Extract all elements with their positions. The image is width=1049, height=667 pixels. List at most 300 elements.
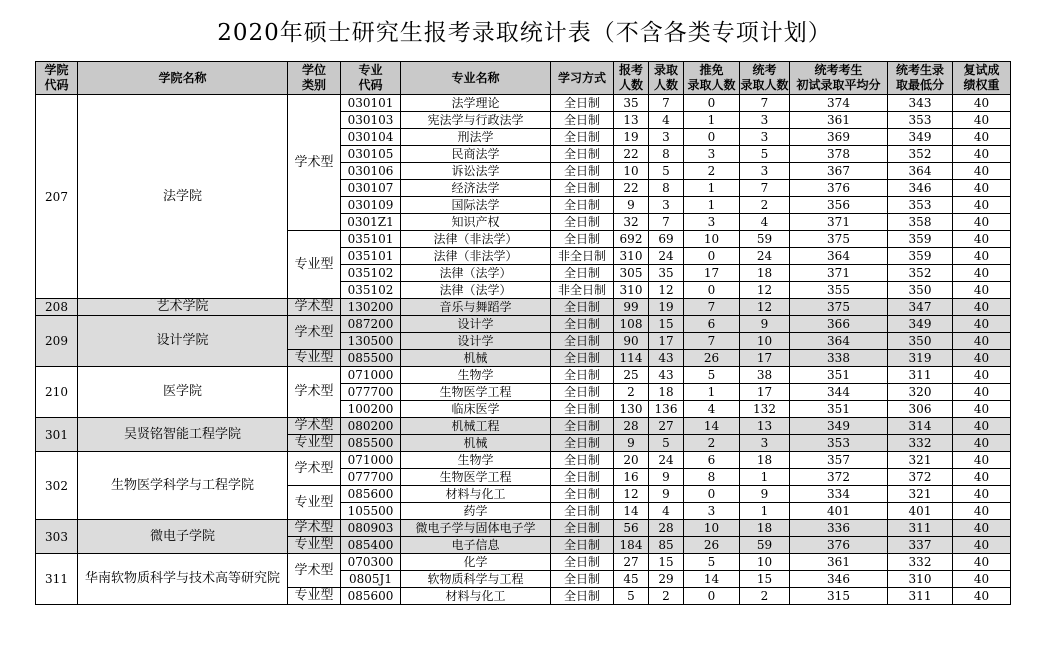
header-major-code: 专业 代码 — [341, 62, 401, 95]
admission-stats-table — [35, 61, 1011, 605]
study-mode-cell: 全日制 — [551, 316, 614, 333]
exempt-admitted-cell: 0 — [684, 282, 740, 299]
major-name-cell: 知识产权 — [401, 214, 551, 231]
exam-admitted-cell: 3 — [740, 163, 790, 180]
major-code-cell: 087200 — [341, 316, 401, 333]
avg-initial-score-cell: 334 — [790, 486, 888, 503]
major-name-cell: 诉讼法学 — [401, 163, 551, 180]
exam-admitted-cell: 2 — [740, 197, 790, 214]
retest-weight-cell: 40 — [953, 316, 1011, 333]
table-row — [36, 520, 1011, 537]
header-min-score: 统考生录 取最低分 — [888, 62, 953, 95]
applicants-cell: 16 — [614, 469, 649, 486]
avg-initial-score-cell: 351 — [790, 367, 888, 384]
major-name-cell: 电子信息 — [401, 537, 551, 554]
exempt-admitted-cell: 14 — [684, 418, 740, 435]
retest-weight-cell: 40 — [953, 231, 1011, 248]
admitted-cell: 3 — [649, 197, 684, 214]
exam-admitted-cell: 3 — [740, 129, 790, 146]
min-score-cell: 372 — [888, 469, 953, 486]
major-code-cell: 030109 — [341, 197, 401, 214]
exempt-admitted-cell: 2 — [684, 163, 740, 180]
exam-admitted-cell: 38 — [740, 367, 790, 384]
applicants-cell: 310 — [614, 248, 649, 265]
major-code-cell: 085400 — [341, 537, 401, 554]
exam-admitted-cell: 24 — [740, 248, 790, 265]
header-applicants: 报考 人数 — [614, 62, 649, 95]
avg-initial-score-cell: 378 — [790, 146, 888, 163]
study-mode-cell: 全日制 — [551, 112, 614, 129]
min-score-cell: 358 — [888, 214, 953, 231]
exempt-admitted-cell: 8 — [684, 469, 740, 486]
applicants-cell: 2 — [614, 384, 649, 401]
degree-type-cell: 学术型 — [288, 452, 341, 486]
college-code-cell: 210 — [36, 367, 78, 418]
applicants-cell: 19 — [614, 129, 649, 146]
study-mode-cell: 全日制 — [551, 180, 614, 197]
exempt-admitted-cell: 17 — [684, 265, 740, 282]
exempt-admitted-cell: 10 — [684, 231, 740, 248]
exempt-admitted-cell: 0 — [684, 129, 740, 146]
major-code-cell: 030107 — [341, 180, 401, 197]
major-code-cell: 030101 — [341, 95, 401, 112]
major-code-cell: 100200 — [341, 401, 401, 418]
applicants-cell: 22 — [614, 180, 649, 197]
exam-admitted-cell: 13 — [740, 418, 790, 435]
major-name-cell: 机械 — [401, 350, 551, 367]
admitted-cell: 24 — [649, 248, 684, 265]
major-name-cell: 法律（非法学） — [401, 248, 551, 265]
major-name-cell: 法律（非法学） — [401, 231, 551, 248]
major-code-cell: 030106 — [341, 163, 401, 180]
applicants-cell: 184 — [614, 537, 649, 554]
study-mode-cell: 全日制 — [551, 129, 614, 146]
major-name-cell: 经济法学 — [401, 180, 551, 197]
degree-type-cell: 专业型 — [288, 486, 341, 520]
major-code-cell: 085600 — [341, 588, 401, 605]
major-name-cell: 生物学 — [401, 367, 551, 384]
applicants-cell: 305 — [614, 265, 649, 282]
min-score-cell: 349 — [888, 316, 953, 333]
admitted-cell: 15 — [649, 316, 684, 333]
retest-weight-cell: 40 — [953, 333, 1011, 350]
degree-type-cell: 专业型 — [288, 435, 341, 452]
admitted-cell: 5 — [649, 435, 684, 452]
major-name-cell: 材料与化工 — [401, 588, 551, 605]
min-score-cell: 343 — [888, 95, 953, 112]
avg-initial-score-cell: 375 — [790, 231, 888, 248]
retest-weight-cell: 40 — [953, 520, 1011, 537]
admitted-cell: 9 — [649, 469, 684, 486]
avg-initial-score-cell: 346 — [790, 571, 888, 588]
avg-initial-score-cell: 371 — [790, 265, 888, 282]
avg-initial-score-cell: 344 — [790, 384, 888, 401]
study-mode-cell: 全日制 — [551, 571, 614, 588]
major-code-cell: 085500 — [341, 350, 401, 367]
avg-initial-score-cell: 372 — [790, 469, 888, 486]
degree-type-cell: 专业型 — [288, 350, 341, 367]
avg-initial-score-cell: 336 — [790, 520, 888, 537]
avg-initial-score-cell: 376 — [790, 180, 888, 197]
retest-weight-cell: 40 — [953, 588, 1011, 605]
applicants-cell: 12 — [614, 486, 649, 503]
avg-initial-score-cell: 353 — [790, 435, 888, 452]
college-code-cell: 207 — [36, 95, 78, 299]
major-name-cell: 音乐与舞蹈学 — [401, 299, 551, 316]
exam-admitted-cell: 18 — [740, 452, 790, 469]
exam-admitted-cell: 5 — [740, 146, 790, 163]
avg-initial-score-cell: 401 — [790, 503, 888, 520]
admitted-cell: 24 — [649, 452, 684, 469]
college-code-cell: 302 — [36, 452, 78, 520]
avg-initial-score-cell: 371 — [790, 214, 888, 231]
avg-initial-score-cell: 366 — [790, 316, 888, 333]
exempt-admitted-cell: 0 — [684, 588, 740, 605]
avg-initial-score-cell: 364 — [790, 333, 888, 350]
degree-type-cell: 学术型 — [288, 554, 341, 588]
admitted-cell: 7 — [649, 214, 684, 231]
major-code-cell: 071000 — [341, 452, 401, 469]
min-score-cell: 306 — [888, 401, 953, 418]
admitted-cell: 28 — [649, 520, 684, 537]
college-name-cell: 设计学院 — [78, 316, 288, 367]
major-name-cell: 宪法学与行政法学 — [401, 112, 551, 129]
retest-weight-cell: 40 — [953, 214, 1011, 231]
min-score-cell: 401 — [888, 503, 953, 520]
study-mode-cell: 全日制 — [551, 197, 614, 214]
applicants-cell: 692 — [614, 231, 649, 248]
min-score-cell: 347 — [888, 299, 953, 316]
header-college-name: 学院名称 — [78, 62, 288, 95]
admitted-cell: 8 — [649, 146, 684, 163]
retest-weight-cell: 40 — [953, 571, 1011, 588]
applicants-cell: 32 — [614, 214, 649, 231]
min-score-cell: 314 — [888, 418, 953, 435]
applicants-cell: 14 — [614, 503, 649, 520]
degree-type-cell: 学术型 — [288, 367, 341, 418]
min-score-cell: 310 — [888, 571, 953, 588]
header-study-mode: 学习方式 — [551, 62, 614, 95]
degree-type-cell: 专业型 — [288, 537, 341, 554]
avg-initial-score-cell: 369 — [790, 129, 888, 146]
admitted-cell: 136 — [649, 401, 684, 418]
header-college-code: 学院 代码 — [36, 62, 78, 95]
exempt-admitted-cell: 3 — [684, 503, 740, 520]
applicants-cell: 28 — [614, 418, 649, 435]
exempt-admitted-cell: 5 — [684, 554, 740, 571]
study-mode-cell: 全日制 — [551, 367, 614, 384]
major-code-cell: 035101 — [341, 248, 401, 265]
exempt-admitted-cell: 2 — [684, 435, 740, 452]
study-mode-cell: 全日制 — [551, 299, 614, 316]
retest-weight-cell: 40 — [953, 486, 1011, 503]
retest-weight-cell: 40 — [953, 503, 1011, 520]
exempt-admitted-cell: 5 — [684, 367, 740, 384]
exempt-admitted-cell: 0 — [684, 248, 740, 265]
min-score-cell: 311 — [888, 588, 953, 605]
major-code-cell: 130500 — [341, 333, 401, 350]
major-name-cell: 生物学 — [401, 452, 551, 469]
exempt-admitted-cell: 7 — [684, 333, 740, 350]
major-name-cell: 软物质科学与工程 — [401, 571, 551, 588]
exam-admitted-cell: 132 — [740, 401, 790, 418]
retest-weight-cell: 40 — [953, 248, 1011, 265]
study-mode-cell: 非全日制 — [551, 248, 614, 265]
admitted-cell: 43 — [649, 350, 684, 367]
major-name-cell: 法律（法学） — [401, 282, 551, 299]
applicants-cell: 9 — [614, 197, 649, 214]
table-row — [36, 452, 1011, 469]
table-row — [36, 316, 1011, 333]
major-name-cell: 微电子学与固体电子学 — [401, 520, 551, 537]
admitted-cell: 29 — [649, 571, 684, 588]
study-mode-cell: 全日制 — [551, 452, 614, 469]
retest-weight-cell: 40 — [953, 129, 1011, 146]
admitted-cell: 2 — [649, 588, 684, 605]
avg-initial-score-cell: 361 — [790, 112, 888, 129]
retest-weight-cell: 40 — [953, 112, 1011, 129]
table-row — [36, 299, 1011, 316]
applicants-cell: 20 — [614, 452, 649, 469]
avg-initial-score-cell: 356 — [790, 197, 888, 214]
exam-admitted-cell: 9 — [740, 486, 790, 503]
major-code-cell: 030105 — [341, 146, 401, 163]
applicants-cell: 27 — [614, 554, 649, 571]
header-retest-weight: 复试成 绩权重 — [953, 62, 1011, 95]
applicants-cell: 10 — [614, 163, 649, 180]
study-mode-cell: 全日制 — [551, 486, 614, 503]
exempt-admitted-cell: 0 — [684, 95, 740, 112]
exempt-admitted-cell: 4 — [684, 401, 740, 418]
table-row — [36, 367, 1011, 384]
table-row — [36, 95, 1011, 112]
min-score-cell: 349 — [888, 129, 953, 146]
exempt-admitted-cell: 10 — [684, 520, 740, 537]
admitted-cell: 69 — [649, 231, 684, 248]
major-name-cell: 刑法学 — [401, 129, 551, 146]
major-name-cell: 设计学 — [401, 333, 551, 350]
exam-admitted-cell: 18 — [740, 520, 790, 537]
header-row — [36, 62, 1011, 95]
retest-weight-cell: 40 — [953, 180, 1011, 197]
min-score-cell: 352 — [888, 146, 953, 163]
avg-initial-score-cell: 338 — [790, 350, 888, 367]
admitted-cell: 4 — [649, 503, 684, 520]
exam-admitted-cell: 2 — [740, 588, 790, 605]
college-name-cell: 医学院 — [78, 367, 288, 418]
avg-initial-score-cell: 357 — [790, 452, 888, 469]
min-score-cell: 350 — [888, 333, 953, 350]
header-avg-initial-score: 统考考生 初试录取平均分 — [790, 62, 888, 95]
page-title: 2020年硕士研究生报考录取统计表（不含各类专项计划） — [217, 20, 832, 46]
major-code-cell: 0805J1 — [341, 571, 401, 588]
college-name-cell: 生物医学科学与工程学院 — [78, 452, 288, 520]
major-name-cell: 机械 — [401, 435, 551, 452]
major-code-cell: 077700 — [341, 469, 401, 486]
exam-admitted-cell: 17 — [740, 384, 790, 401]
min-score-cell: 311 — [888, 520, 953, 537]
min-score-cell: 320 — [888, 384, 953, 401]
major-name-cell: 材料与化工 — [401, 486, 551, 503]
major-code-cell: 077700 — [341, 384, 401, 401]
header-exam-admitted: 统考 录取人数 — [740, 62, 790, 95]
major-name-cell: 法学理论 — [401, 95, 551, 112]
avg-initial-score-cell: 361 — [790, 554, 888, 571]
min-score-cell: 321 — [888, 486, 953, 503]
study-mode-cell: 全日制 — [551, 418, 614, 435]
major-code-cell: 080903 — [341, 520, 401, 537]
min-score-cell: 332 — [888, 435, 953, 452]
retest-weight-cell: 40 — [953, 537, 1011, 554]
major-name-cell: 机械工程 — [401, 418, 551, 435]
min-score-cell: 319 — [888, 350, 953, 367]
retest-weight-cell: 40 — [953, 299, 1011, 316]
study-mode-cell: 全日制 — [551, 537, 614, 554]
retest-weight-cell: 40 — [953, 435, 1011, 452]
study-mode-cell: 全日制 — [551, 401, 614, 418]
exam-admitted-cell: 12 — [740, 282, 790, 299]
major-code-cell: 030103 — [341, 112, 401, 129]
retest-weight-cell: 40 — [953, 350, 1011, 367]
exam-admitted-cell: 10 — [740, 333, 790, 350]
applicants-cell: 90 — [614, 333, 649, 350]
retest-weight-cell: 40 — [953, 384, 1011, 401]
applicants-cell: 13 — [614, 112, 649, 129]
avg-initial-score-cell: 375 — [790, 299, 888, 316]
study-mode-cell: 全日制 — [551, 350, 614, 367]
major-code-cell: 0301Z1 — [341, 214, 401, 231]
retest-weight-cell: 40 — [953, 554, 1011, 571]
retest-weight-cell: 40 — [953, 197, 1011, 214]
major-name-cell: 化学 — [401, 554, 551, 571]
retest-weight-cell: 40 — [953, 95, 1011, 112]
degree-type-cell: 专业型 — [288, 588, 341, 605]
study-mode-cell: 全日制 — [551, 503, 614, 520]
admitted-cell: 19 — [649, 299, 684, 316]
admitted-cell: 43 — [649, 367, 684, 384]
exam-admitted-cell: 7 — [740, 180, 790, 197]
retest-weight-cell: 40 — [953, 367, 1011, 384]
retest-weight-cell: 40 — [953, 418, 1011, 435]
applicants-cell: 25 — [614, 367, 649, 384]
major-name-cell: 药学 — [401, 503, 551, 520]
exam-admitted-cell: 1 — [740, 469, 790, 486]
admitted-cell: 35 — [649, 265, 684, 282]
applicants-cell: 108 — [614, 316, 649, 333]
header-major-name: 专业名称 — [401, 62, 551, 95]
admitted-cell: 15 — [649, 554, 684, 571]
degree-type-cell: 学术型 — [288, 316, 341, 350]
avg-initial-score-cell: 351 — [790, 401, 888, 418]
retest-weight-cell: 40 — [953, 452, 1011, 469]
exam-admitted-cell: 12 — [740, 299, 790, 316]
degree-type-cell: 学术型 — [288, 520, 341, 537]
exam-admitted-cell: 18 — [740, 265, 790, 282]
major-code-cell: 070300 — [341, 554, 401, 571]
major-code-cell: 080200 — [341, 418, 401, 435]
exempt-admitted-cell: 26 — [684, 350, 740, 367]
study-mode-cell: 全日制 — [551, 214, 614, 231]
admitted-cell: 18 — [649, 384, 684, 401]
exam-admitted-cell: 10 — [740, 554, 790, 571]
min-score-cell: 359 — [888, 231, 953, 248]
admitted-cell: 4 — [649, 112, 684, 129]
admitted-cell: 7 — [649, 95, 684, 112]
min-score-cell: 353 — [888, 197, 953, 214]
applicants-cell: 130 — [614, 401, 649, 418]
college-code-cell: 311 — [36, 554, 78, 605]
admitted-cell: 9 — [649, 486, 684, 503]
study-mode-cell: 全日制 — [551, 265, 614, 282]
applicants-cell: 9 — [614, 435, 649, 452]
major-name-cell: 民商法学 — [401, 146, 551, 163]
avg-initial-score-cell: 364 — [790, 248, 888, 265]
college-name-cell: 微电子学院 — [78, 520, 288, 554]
retest-weight-cell: 40 — [953, 265, 1011, 282]
admitted-cell: 17 — [649, 333, 684, 350]
exempt-admitted-cell: 0 — [684, 486, 740, 503]
min-score-cell: 359 — [888, 248, 953, 265]
study-mode-cell: 全日制 — [551, 231, 614, 248]
major-name-cell: 生物医学工程 — [401, 384, 551, 401]
exam-admitted-cell: 59 — [740, 231, 790, 248]
exempt-admitted-cell: 6 — [684, 316, 740, 333]
exam-admitted-cell: 3 — [740, 435, 790, 452]
major-code-cell: 085500 — [341, 435, 401, 452]
exempt-admitted-cell: 1 — [684, 180, 740, 197]
exam-admitted-cell: 9 — [740, 316, 790, 333]
major-name-cell: 生物医学工程 — [401, 469, 551, 486]
exempt-admitted-cell: 1 — [684, 384, 740, 401]
exam-admitted-cell: 7 — [740, 95, 790, 112]
study-mode-cell: 全日制 — [551, 554, 614, 571]
degree-type-cell: 学术型 — [288, 418, 341, 435]
applicants-cell: 22 — [614, 146, 649, 163]
college-name-cell: 艺术学院 — [78, 299, 288, 316]
study-mode-cell: 非全日制 — [551, 282, 614, 299]
admitted-cell: 27 — [649, 418, 684, 435]
applicants-cell: 56 — [614, 520, 649, 537]
major-code-cell: 035102 — [341, 282, 401, 299]
major-code-cell: 130200 — [341, 299, 401, 316]
applicants-cell: 5 — [614, 588, 649, 605]
major-name-cell: 设计学 — [401, 316, 551, 333]
exempt-admitted-cell: 6 — [684, 452, 740, 469]
admitted-cell: 3 — [649, 129, 684, 146]
admitted-cell: 5 — [649, 163, 684, 180]
college-code-cell: 301 — [36, 418, 78, 452]
degree-type-cell: 专业型 — [288, 231, 341, 299]
min-score-cell: 311 — [888, 367, 953, 384]
exempt-admitted-cell: 1 — [684, 197, 740, 214]
college-code-cell: 208 — [36, 299, 78, 316]
applicants-cell: 35 — [614, 95, 649, 112]
applicants-cell: 310 — [614, 282, 649, 299]
table-body — [36, 95, 1011, 605]
major-name-cell: 法律（法学） — [401, 265, 551, 282]
exempt-admitted-cell: 7 — [684, 299, 740, 316]
exempt-admitted-cell: 14 — [684, 571, 740, 588]
min-score-cell: 353 — [888, 112, 953, 129]
avg-initial-score-cell: 349 — [790, 418, 888, 435]
exempt-admitted-cell: 26 — [684, 537, 740, 554]
table-row — [36, 554, 1011, 571]
min-score-cell: 364 — [888, 163, 953, 180]
study-mode-cell: 全日制 — [551, 95, 614, 112]
exam-admitted-cell: 3 — [740, 112, 790, 129]
college-code-cell: 303 — [36, 520, 78, 554]
applicants-cell: 45 — [614, 571, 649, 588]
